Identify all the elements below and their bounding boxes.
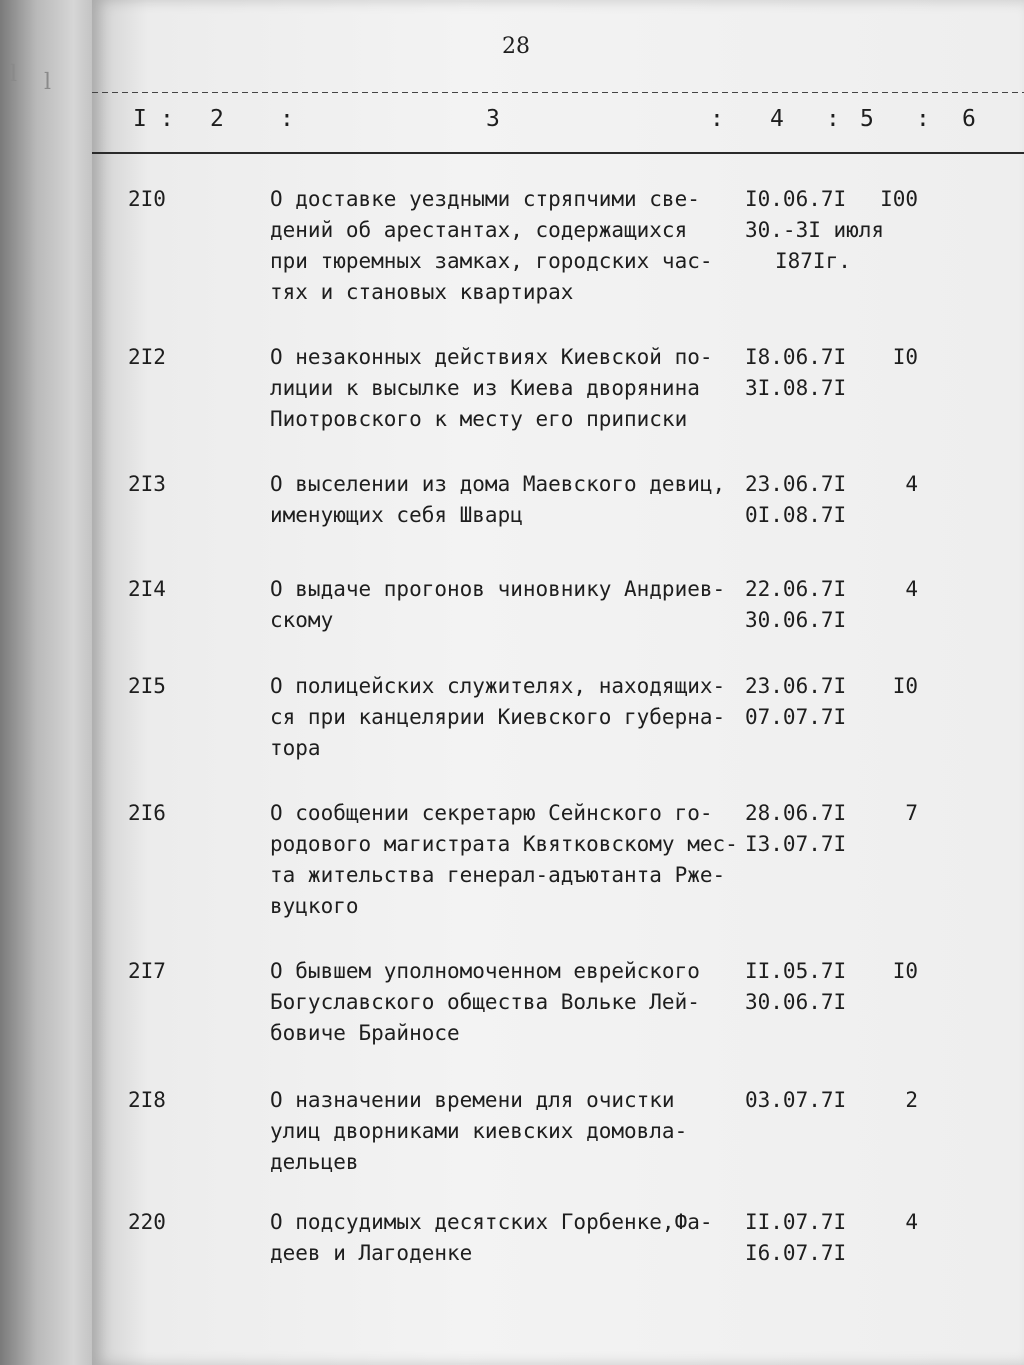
entry-description-line: О выселении из дома Маевского девиц, [270, 472, 726, 496]
header-bottom-rule [92, 152, 1024, 154]
entry-number: 2I7 [128, 959, 166, 983]
entry-description-line: вуцкого [270, 894, 359, 918]
entry-description-line: та жительства генерал-адъютанта Рже- [270, 863, 726, 887]
header-top-rule [92, 92, 1024, 93]
entry-description [270, 1085, 750, 1178]
entry-number: 2I0 [128, 187, 166, 211]
entry-number: 220 [128, 1210, 166, 1234]
entry-number: 2I4 [128, 577, 166, 601]
entry-dates [745, 798, 895, 860]
entry-description [270, 469, 750, 531]
column-header-separator: : [280, 106, 294, 132]
entry-number: 2I8 [128, 1088, 166, 1112]
entry-date: I3.07.7I [745, 832, 847, 856]
entry-date: 30.06.7I [745, 990, 847, 1014]
column-header-separator: : [916, 106, 930, 132]
entry-sheet-count: 4 [905, 472, 918, 496]
entry-description-line: Богуславского общества Вольке Лей- [270, 990, 700, 1014]
entry-description [270, 1207, 750, 1269]
entry-date: II.07.7I [745, 1210, 847, 1234]
left-page-edge [0, 0, 92, 1365]
entry-number: 2I6 [128, 801, 166, 825]
column-header-row [0, 106, 1024, 134]
left-page-mark: ⅼ [10, 62, 18, 87]
entry-dates [745, 469, 895, 531]
entry-sheet-count: I0 [892, 674, 918, 698]
entry-description-line: родового магистрата Квятковскому мес- [270, 832, 738, 856]
entry-number: 2I2 [128, 345, 166, 369]
entry-description [270, 342, 750, 435]
column-header-3: 3 [486, 106, 500, 132]
column-header-separator: : [826, 106, 840, 132]
column-header-6: 6 [962, 106, 976, 132]
entry-description-line: улиц дворниками киевских домовла- [270, 1119, 688, 1143]
entry-dates [745, 184, 895, 277]
entry-date: 0I.08.7I [745, 503, 847, 527]
entry-description-line: О назначении времени для очистки [270, 1088, 675, 1112]
column-header-separator: : [710, 106, 724, 132]
entry-date: 23.06.7I [745, 472, 847, 496]
entry-sheet-count: 7 [905, 801, 918, 825]
entry-description-line: тора [270, 736, 321, 760]
entry-dates [745, 342, 895, 404]
entry-dates [745, 956, 895, 1018]
entry-sheet-count: 4 [905, 577, 918, 601]
entry-description-line: О подсудимых десятских Горбенке,Фа- [270, 1210, 713, 1234]
column-header-2: 2 [210, 106, 224, 132]
entry-description-line: именующих себя Шварц [270, 503, 523, 527]
entry-number: 2I5 [128, 674, 166, 698]
entry-description-line: Пиотровского к месту его приписки [270, 407, 688, 431]
entry-number: 2I3 [128, 472, 166, 496]
column-header-5: 5 [860, 106, 874, 132]
entry-date: 30.06.7I [745, 608, 847, 632]
entry-description-line: О полицейских служителях, находящих- [270, 674, 726, 698]
column-header-1: I [133, 106, 147, 132]
entry-description-line: О доставке уездными стряпчими све- [270, 187, 700, 211]
entry-date: 3I.08.7I [745, 376, 847, 400]
entry-description [270, 184, 750, 308]
entry-date: II.05.7I [745, 959, 847, 983]
entry-dates [745, 1085, 895, 1116]
entry-dates [745, 671, 895, 733]
entry-dates [745, 574, 895, 636]
entry-description-line: ся при канцелярии Киевского губерна- [270, 705, 726, 729]
entry-sheet-count: I0 [892, 345, 918, 369]
entry-sheet-count: 4 [905, 1210, 918, 1234]
entry-description-line: бовиче Брайносе [270, 1021, 460, 1045]
entry-description-line: О незаконных действиях Киевской по- [270, 345, 713, 369]
entry-sheet-count: I0 [892, 959, 918, 983]
entry-date: 23.06.7I [745, 674, 847, 698]
left-page-mark: ⅼ [44, 70, 52, 95]
entry-description [270, 798, 750, 922]
entry-sheet-count: 2 [905, 1088, 918, 1112]
entry-description [270, 956, 750, 1049]
entry-description-line: деев и Лагоденке [270, 1241, 473, 1265]
entry-description-line: скому [270, 608, 334, 632]
entry-sheet-count: I00 [880, 187, 918, 211]
column-header-4: 4 [770, 106, 784, 132]
entry-description-line: дельцев [270, 1150, 359, 1174]
column-header-separator: : [160, 106, 174, 132]
entry-description-line: при тюремных замках, городских час- [270, 249, 713, 273]
entry-description-line: лиции к высылке из Киева дворянина [270, 376, 700, 400]
entry-description-line: дений об арестантах, содержащихся [270, 218, 688, 242]
entry-date: 03.07.7I [745, 1088, 847, 1112]
page-number: 28 [502, 34, 530, 59]
entry-description-line: тях и становых квартирах [270, 280, 574, 304]
entry-date: I87Iг. [775, 249, 851, 273]
entry-description-line: О выдаче прогонов чиновнику Андриев- [270, 577, 726, 601]
entry-date: 28.06.7I [745, 801, 847, 825]
entry-date: I6.07.7I [745, 1241, 847, 1265]
entry-date: 30.-3I июля [745, 218, 885, 242]
entry-description-line: О сообщении секретарю Сейнского го- [270, 801, 713, 825]
entry-description [270, 671, 750, 764]
entry-date: I8.06.7I [745, 345, 847, 369]
entry-dates [745, 1207, 895, 1269]
entry-description [270, 574, 750, 636]
entry-date: 22.06.7I [745, 577, 847, 601]
entry-date: 07.07.7I [745, 705, 847, 729]
entry-date: I0.06.7I [745, 187, 847, 211]
entry-description-line: О бывшем уполномоченном еврейского [270, 959, 700, 983]
